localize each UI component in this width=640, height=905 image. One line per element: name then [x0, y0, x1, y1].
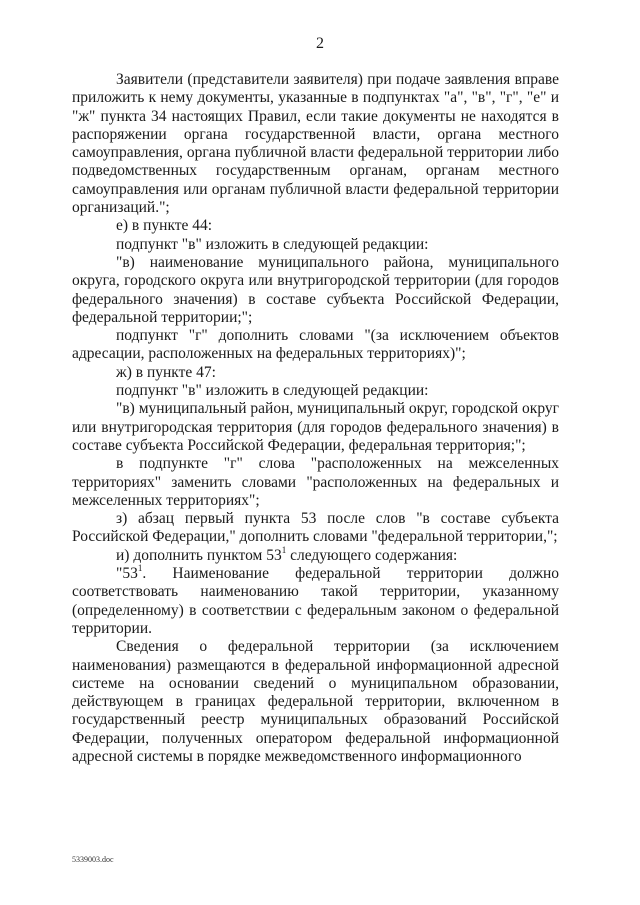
paragraph: з) абзац первый пункта 53 после слов "в составе субъекта Российской Федерации," дополнить словами "федеральной территории,"; — [72, 510, 559, 546]
paragraph-text: следующего содержания: — [286, 546, 458, 564]
paragraph: подпункт "в" изложить в следующей редакции: — [116, 235, 429, 253]
paragraph-text: . Наименование федеральной территории должно соответствовать наименованию такой территории, указанному (определенному) в соответствии с федеральным законом о федеральной территории. — [72, 565, 559, 637]
page-number: 2 — [316, 35, 324, 52]
superscript: 1 — [281, 544, 287, 555]
superscript: 1 — [137, 562, 143, 573]
paragraph: в подпункте "г" слова "расположенных на межселенных территориях" заменить словами "расположенных на федеральных и межселенных территориях"; — [72, 455, 559, 509]
paragraph: "в) муниципальный район, муниципальный округ, городской округ или внутригородская территория (для городов федерального значения) в составе субъекта Российской Федерации, федеральная территория;"; — [72, 400, 559, 454]
paragraph: Заявители (представители заявителя) при подаче заявления вправе приложить к нему документы, указанные в подпунктах "а", "в", "г", "е" и "ж" пункта 34 настоящих Правил, если такие документы не находятся в распоряжении органа государственной власти, органа местного самоуправления, органа публичной власти федеральной территории либо подведомственных государственным органам, органам местного самоуправления или органам публичной власти федеральной территории организаций."; — [72, 71, 559, 217]
document-body — [72, 71, 559, 766]
paragraph: "в) наименование муниципального района, муниципального округа, городского округа или внутригородской территории (для городов федерального значения) в составе субъекта Российской Федерации, федеральной территории;"; — [72, 253, 559, 326]
paragraph: Сведения о федеральной территории (за исключением наименования) размещаются в федеральной информационной адресной системе на основании сведений о муниципальном образовании, действующем в границах федеральной территории, включенном в государственный реестр муниципальных образований Российской Федерации, полученных оператором федеральной информационной адресной системы в порядке межведомственного информационного — [72, 638, 559, 765]
paragraph-53-1-intro — [72, 544, 559, 565]
paragraph: ж) в пункте 47: — [116, 363, 216, 381]
paragraph-text: "53 — [116, 565, 138, 583]
paragraph: подпункт "в" изложить в следующей редакции: — [116, 382, 429, 400]
paragraph: подпункт "г" дополнить словами "(за исключением объектов адресации, расположенных на федеральных территориях)"; — [72, 327, 559, 363]
paragraph: е) в пункте 44: — [116, 217, 213, 235]
footer-filename: 5339003.doc — [72, 855, 114, 864]
paragraph-53-1-text — [72, 562, 559, 638]
paragraph-text: и) дополнить пунктом 53 — [116, 546, 282, 564]
